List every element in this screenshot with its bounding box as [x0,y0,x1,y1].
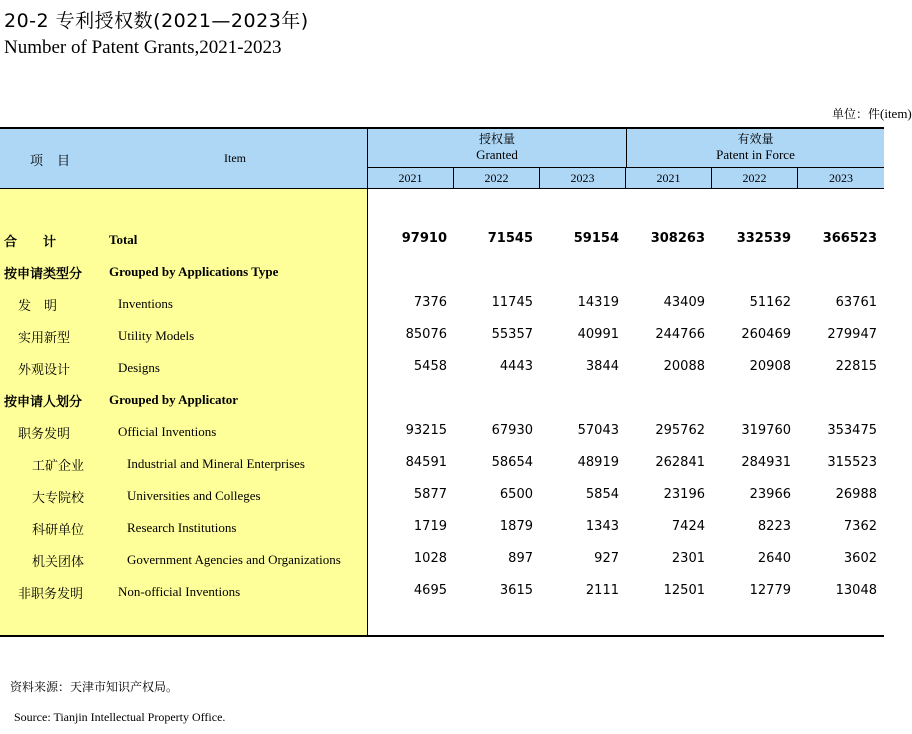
row-label-cn: 职务发明 [18,427,71,442]
table-row [0,519,884,539]
header-year: 2021 [368,168,454,188]
cell-value: 8223 [757,519,791,534]
header-in-force-cn: 有效量 [737,132,774,146]
cell-value: 308263 [650,231,705,246]
table-row [0,327,884,347]
cell-value: 26988 [835,487,877,502]
cell-value: 332539 [736,231,791,246]
cell-value: 23966 [749,487,791,502]
cell-value: 63761 [835,295,877,310]
cell-value: 93215 [405,423,447,438]
row-label-cn: 实用新型 [18,331,71,346]
table-row [0,487,884,507]
table-top-rule [0,127,884,129]
row-label-en: Grouped by Applications Type [109,264,279,279]
unit-label [831,105,912,122]
cell-value: 84591 [405,455,447,470]
table-row-section [0,391,884,411]
cell-value: 244766 [655,327,705,342]
table-row-total [0,231,884,251]
cell-value: 22815 [835,359,877,374]
cell-value: 43409 [663,295,705,310]
cell-value: 366523 [822,231,877,246]
header-item-en: Item [224,151,246,165]
row-label-cn: 机关团体 [32,555,85,570]
cell-value: 319760 [741,423,791,438]
header-year: 2022 [712,168,798,188]
cell-value: 85076 [405,327,447,342]
cell-value: 5458 [413,359,447,374]
cell-value: 57043 [577,423,619,438]
cell-value: 2640 [757,551,791,566]
cell-value: 2301 [671,551,705,566]
header-item-cn: 项目 [30,154,85,169]
page-title-cn: 20-2 专利授权数(2021—2023年) [4,10,309,32]
header-year: 2023 [540,168,626,188]
cell-value: 927 [594,551,619,566]
table-row [0,583,884,603]
cell-value: 295762 [655,423,705,438]
page-title-en: Number of Patent Grants,2021-2023 [4,37,282,58]
unit-cn: 单位：件 [831,107,880,121]
row-label-cn: 发 明 [18,299,58,314]
cell-value: 58654 [491,455,533,470]
row-label-en: Inventions [118,296,173,311]
row-label-cn: 大专院校 [32,491,85,506]
row-label-cn: 非职务发明 [18,587,84,602]
header-in-force-en: Patent in Force [716,147,795,162]
header-group-divider [626,129,627,167]
cell-value: 6500 [499,487,533,502]
row-label-en: Designs [118,360,160,375]
header-bottom-rule [0,188,884,189]
cell-value: 1343 [585,519,619,534]
row-label-cn: 按申请人划分 [4,395,83,410]
table-row [0,359,884,379]
header-years-row [368,167,884,188]
header-group-granted [368,129,626,167]
header-year: 2022 [454,168,540,188]
table-row [0,551,884,571]
cell-value: 55357 [491,327,533,342]
cell-value: 2111 [585,583,619,598]
row-label-en: Grouped by Applicator [109,392,239,407]
header-granted-en: Granted [476,147,518,162]
row-label-en: Universities and Colleges [127,488,261,503]
cell-value: 3615 [499,583,533,598]
cell-value: 1879 [499,519,533,534]
row-label-en: Official Inventions [118,424,217,439]
cell-value: 315523 [827,455,877,470]
row-label-cn: 工矿企业 [32,459,85,474]
cell-value: 20088 [663,359,705,374]
source-note-cn: 资料来源：天津市知识产权局。 [10,680,179,694]
row-label-en: Non-official Inventions [118,584,241,599]
source-note-en: Source: Tianjin Intellectual Property Office. [14,710,226,724]
row-label-en: Utility Models [118,328,195,343]
unit-en: (item) [880,106,912,121]
row-label-en: Government Agencies and Organizations [127,552,341,567]
cell-value: 13048 [835,583,877,598]
cell-value: 12501 [663,583,705,598]
cell-value: 5877 [413,487,447,502]
cell-value: 3844 [585,359,619,374]
header-granted-cn: 授权量 [478,132,515,146]
header-year: 2023 [829,171,853,185]
row-label-en: Research Institutions [127,520,237,535]
cell-value: 12779 [749,583,791,598]
cell-value: 20908 [749,359,791,374]
cell-value: 71545 [487,231,533,246]
table-bottom-rule [0,635,884,637]
cell-value: 279947 [827,327,877,342]
header-group-in-force [627,129,884,167]
cell-value: 4443 [499,359,533,374]
cell-value: 67930 [491,423,533,438]
table-row-section [0,263,884,283]
cell-value: 59154 [573,231,619,246]
cell-value: 7362 [843,519,877,534]
table-row [0,455,884,475]
header-year: 2021 [626,168,712,188]
table-row [0,295,884,315]
row-label-cn: 合 计 [4,235,57,250]
cell-value: 7424 [671,519,705,534]
cell-value: 262841 [655,455,705,470]
cell-value: 897 [508,551,533,566]
row-label-en: Total [109,232,138,247]
row-label-cn: 科研单位 [32,523,85,538]
cell-value: 1028 [413,551,447,566]
cell-value: 7376 [413,295,447,310]
table-row [0,423,884,443]
cell-value: 260469 [741,327,791,342]
row-label-en: Industrial and Mineral Enterprises [127,456,305,471]
cell-value: 11745 [491,295,533,310]
cell-value: 284931 [741,455,791,470]
row-label-cn: 按申请类型分 [4,267,83,282]
cell-value: 40991 [577,327,619,342]
cell-value: 353475 [827,423,877,438]
cell-value: 97910 [401,231,447,246]
cell-value: 23196 [663,487,705,502]
cell-value: 14319 [577,295,619,310]
cell-value: 5854 [585,487,619,502]
cell-value: 3602 [843,551,877,566]
cell-value: 51162 [749,295,791,310]
cell-value: 48919 [577,455,619,470]
cell-value: 4695 [413,583,447,598]
cell-value: 1719 [413,519,447,534]
row-label-cn: 外观设计 [18,363,71,378]
